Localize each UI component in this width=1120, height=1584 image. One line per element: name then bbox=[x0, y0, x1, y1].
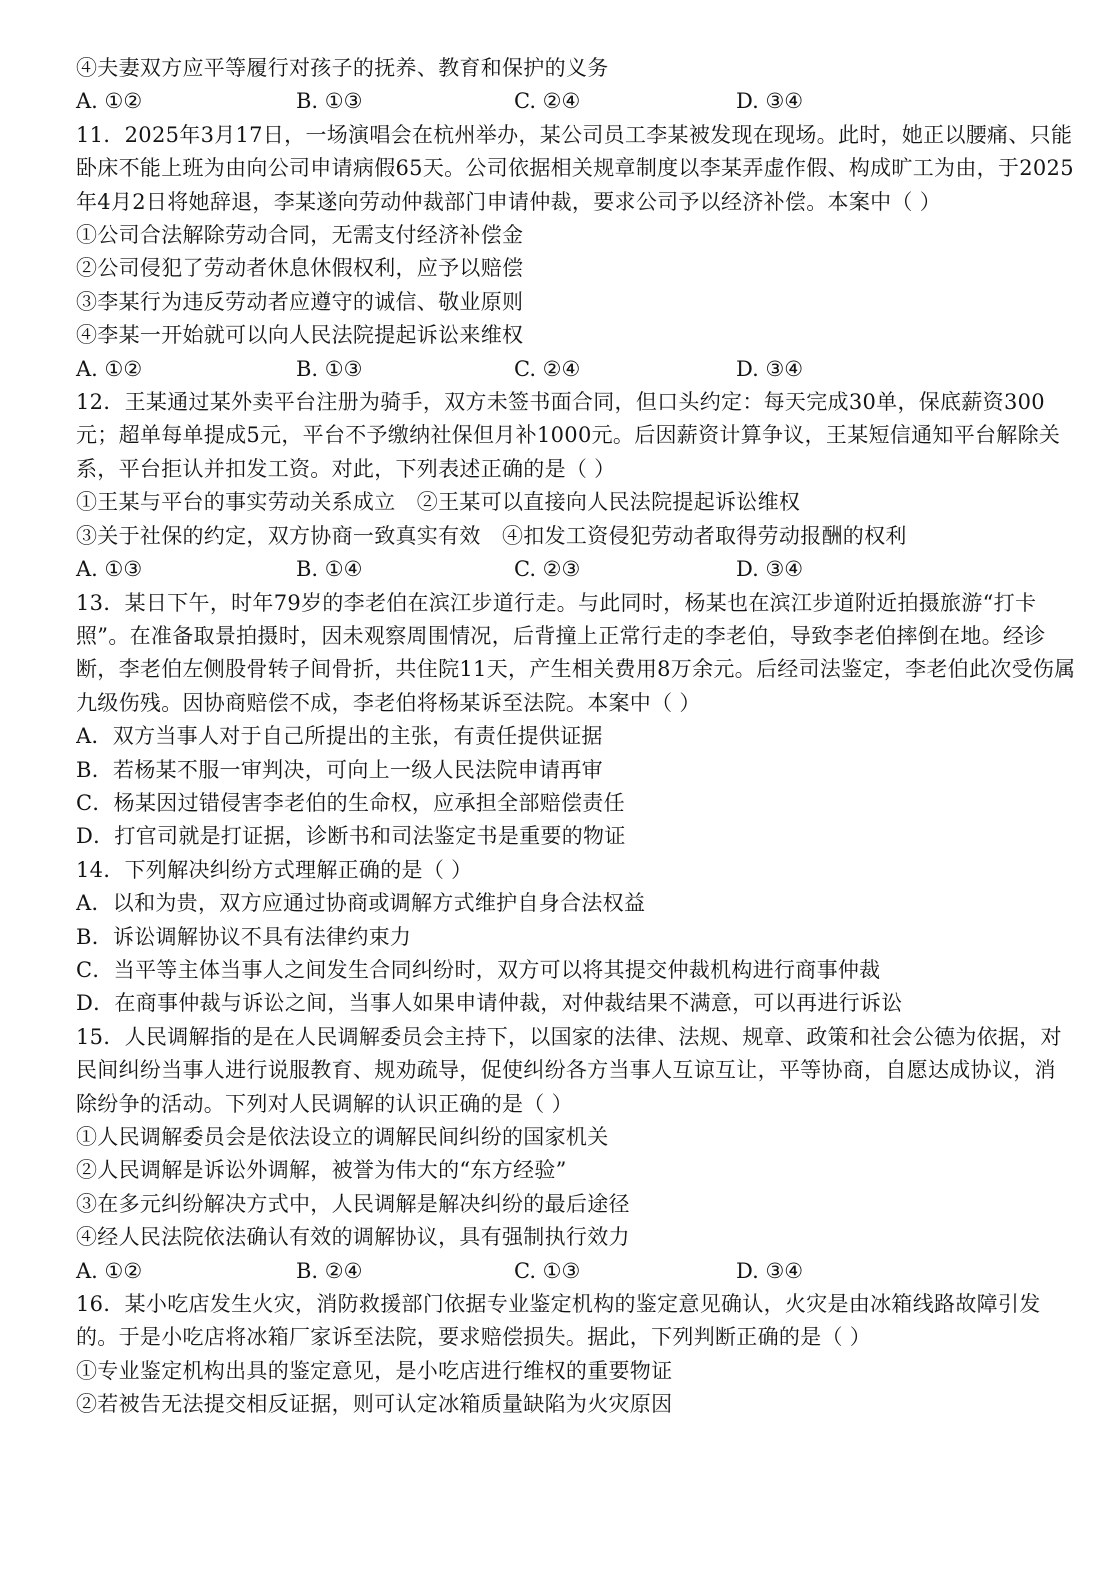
q12-items-1-2: ①王某与平台的事实劳动关系成立 ②王某可以直接向人民法院提起诉讼维权 bbox=[76, 490, 801, 515]
q14-option-c: C．当平等主体当事人之间发生合同纠纷时，双方可以将其提交仲裁机构进行商事仲裁 bbox=[76, 957, 881, 982]
q13-option-b: B．若杨某不服一审判决，可向上一级人民法院申请再审 bbox=[76, 757, 603, 782]
q11-option-a: A. ①② bbox=[76, 356, 143, 381]
q15-item-2: ②人民调解是诉讼外调解，被誉为伟大的“东方经验” bbox=[76, 1158, 567, 1183]
q12-options bbox=[76, 553, 1080, 586]
q11-item-1: ①公司合法解除劳动合同，无需支付经济补偿金 bbox=[76, 223, 524, 248]
q13-option-a: A．双方当事人对于自己所提出的主张，有责任提供证据 bbox=[76, 724, 603, 749]
q15-item-1: ①人民调解委员会是依法设立的调解民间纠纷的国家机关 bbox=[76, 1125, 609, 1149]
q16-item-1: ①专业鉴定机构出具的鉴定意见，是小吃店进行维权的重要物证 bbox=[76, 1358, 673, 1383]
q11-item-3: ③李某行为违反劳动者应遵守的诚信、敬业原则 bbox=[76, 289, 524, 314]
q11-stem: 11．2025年3月17日，一场演唱会在杭州举办，某公司员工李某被发现在现场。此时，她正以腰痛、只能卧床不能上班为由向公司申请病假65天。公司依据相关规章制度以李某弄虚作假、构成旷工为由，于2025年4月2日将她辞退，李某遂向劳动仲裁部门申请仲裁，要求公司予以经济补偿。本案中（ ） bbox=[76, 122, 1074, 214]
q15-item-3: ③在多元纠纷解决方式中，人民调解是解决纠纷的最后途径 bbox=[76, 1191, 630, 1216]
q10-options bbox=[76, 85, 1080, 118]
q14-stem: 14．下列解决纠纷方式理解正确的是（ ） bbox=[76, 857, 473, 882]
q10-option-b: B. ①③ bbox=[296, 89, 363, 114]
q13-option-d: D．打官司就是打证据，诊断书和司法鉴定书是重要的物证 bbox=[76, 824, 626, 849]
q10-option-d: D. ③④ bbox=[736, 89, 804, 114]
q16-stem: 16．某小吃店发生火灾，消防救援部门依据专业鉴定机构的鉴定意见确认，火灾是由冰箱线路故障引发的。于是小吃店将冰箱厂家诉至法院，要求赔偿损失。据此，下列判断正确的是（ ） bbox=[76, 1292, 1041, 1350]
q10-item-4: ④夫妻双方应平等履行对孩子的抚养、教育和保护的义务 bbox=[76, 56, 609, 80]
q15-option-c: C. ①③ bbox=[514, 1258, 581, 1283]
q14-option-b: B．诉讼调解协议不具有法律约束力 bbox=[76, 924, 412, 949]
q16-item-2: ②若被告无法提交相反证据，则可认定冰箱质量缺陷为火灾原因 bbox=[76, 1392, 673, 1417]
q15-option-d: D. ③④ bbox=[736, 1258, 804, 1283]
q15-option-b: B. ②④ bbox=[296, 1258, 363, 1283]
q12-option-a: A. ①③ bbox=[76, 557, 143, 582]
blank-margin bbox=[76, 1422, 1080, 1562]
q12-option-d: D. ③④ bbox=[736, 557, 804, 582]
q11-option-c: C. ②④ bbox=[514, 356, 581, 381]
q11-option-b: B. ①③ bbox=[296, 356, 363, 381]
q11-options bbox=[76, 353, 1080, 386]
q13-stem: 13．某日下午，时年79岁的李老伯在滨江步道行走。与此同时，杨某也在滨江步道附近拍摄旅游“打卡照”。在准备取景拍摄时，因未观察周围情况，后背撞上正常行走的李老伯，导致李老伯摔倒在地。经诊断，李老伯左侧股骨转子间骨折，共住院11天，产生相关费用8万余元。后经司法鉴定，李老伯此次受伤属九级伤残。因协商赔偿不成，李老伯将杨某诉至法院。本案中（ ） bbox=[76, 590, 1076, 715]
q11-option-d: D. ③④ bbox=[736, 356, 804, 381]
q12-option-c: C. ②③ bbox=[514, 557, 581, 582]
q13-option-c: C．杨某因过错侵害李老伯的生命权，应承担全部赔偿责任 bbox=[76, 790, 625, 815]
q11-item-4: ④李某一开始就可以向人民法院提起诉讼来维权 bbox=[76, 323, 524, 348]
q15-stem: 15．人民调解指的是在人民调解委员会主持下，以国家的法律、法规、规章、政策和社会公德为依据，对民间纠纷当事人进行说服教育、规劝疏导，促使纠纷各方当事人互谅互让，平等协商，自愿达成协议，消除纷争的活动。下列对人民调解的认识正确的是（ ） bbox=[76, 1024, 1062, 1116]
q12-stem: 12．王某通过某外卖平台注册为骑手，双方未签书面合同，但口头约定：每天完成30单，保底薪资300元；超单每单提成5元，平台不予缴纳社保但月补1000元。后因薪资计算争议，王某短信通知平台解除关系，平台拒认并扣发工资。对此，下列表述正确的是（ ） bbox=[76, 390, 1061, 481]
q14-option-d: D．在商事仲裁与诉讼之间，当事人如果申请仲裁，对仲裁结果不满意，可以再进行诉讼 bbox=[76, 991, 903, 1016]
q15-item-4: ④经人民法院依法确认有效的调解协议，具有强制执行效力 bbox=[76, 1225, 630, 1250]
q12-option-b: B. ①④ bbox=[296, 557, 363, 582]
q15-options bbox=[76, 1255, 1080, 1288]
q15-option-a: A. ①② bbox=[76, 1258, 143, 1283]
q14-option-a: A．以和为贵，双方应通过协商或调解方式维护自身合法权益 bbox=[76, 891, 646, 916]
q11-item-2: ②公司侵犯了劳动者休息休假权利，应予以赔偿 bbox=[76, 256, 524, 281]
q12-items-3-4: ③关于社保的约定，双方协商一致真实有效 ④扣发工资侵犯劳动者取得劳动报酬的权利 bbox=[76, 523, 907, 548]
q10-option-a: A. ①② bbox=[76, 89, 143, 114]
q10-option-c: C. ②④ bbox=[514, 89, 581, 114]
